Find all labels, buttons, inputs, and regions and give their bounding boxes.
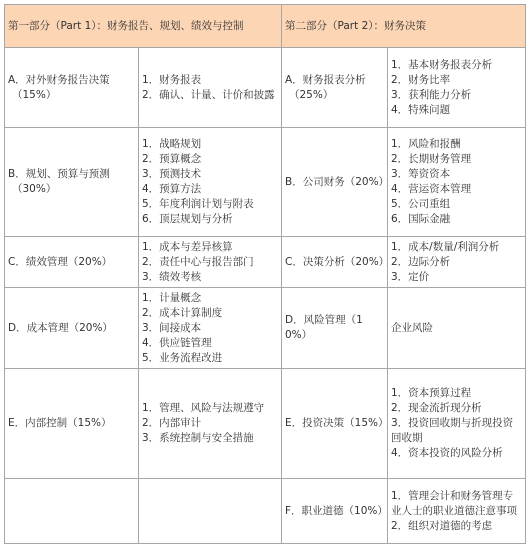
right-category-cell — [282, 237, 388, 288]
left-items-cell — [139, 237, 282, 288]
list-item: 4．预算方法 — [142, 183, 202, 195]
left-items-cell — [139, 369, 282, 479]
category-label: （30%） — [12, 183, 57, 195]
left-category-cell — [5, 237, 139, 288]
list-item: 2．财务比率 — [391, 73, 451, 86]
list-item: 5．业务流程改进 — [142, 351, 223, 364]
list-item: 1．成本与差异核算 — [142, 240, 233, 253]
category-label: A．财务报表分析 — [285, 73, 366, 86]
list-item: 2．预算概念 — [142, 153, 202, 165]
right-items-cell — [388, 237, 526, 288]
category-label: （25%） — [289, 88, 334, 101]
right-items-cell — [388, 128, 526, 237]
table-row — [5, 479, 526, 544]
list-item: 6．国际金融 — [391, 213, 451, 225]
left-category-cell — [5, 128, 139, 237]
left-category-cell — [5, 369, 139, 479]
list-item: 企业风险 — [391, 321, 433, 334]
part2-header: 第二部分（Part 2）：财务决策 — [282, 5, 526, 48]
list-item: 1．资本预算过程 — [391, 387, 472, 399]
right-category-cell — [282, 48, 388, 128]
right-category-cell — [282, 479, 388, 544]
category-label: D．风险管理（10%） — [285, 314, 363, 341]
right-items-cell — [388, 288, 526, 369]
left-category-cell — [5, 48, 139, 128]
list-item: 3．系统控制与安全措施 — [142, 432, 254, 444]
category-label: E．内部控制（15%） — [8, 417, 112, 429]
list-item: 1．基本财务报表分析 — [391, 58, 493, 71]
right-category-cell — [282, 369, 388, 479]
table-row — [5, 128, 526, 237]
list-item: 1．战略规划 — [142, 138, 202, 150]
list-item: 4．供应链管理 — [142, 336, 212, 349]
category-label: （15%） — [12, 88, 57, 101]
list-item: 1．管理会计和财务管理专业人士的职业道德注意事项 — [391, 489, 517, 517]
right-items-cell — [388, 479, 526, 544]
category-label: C．绩效管理（20%） — [8, 255, 113, 268]
list-item: 5．年度利润计划与附表 — [142, 198, 254, 210]
left-items-cell — [139, 128, 282, 237]
list-item: 4．资本投资的风险分析 — [391, 447, 503, 459]
list-item: 1．管理、风险与法规遵守 — [142, 402, 265, 414]
right-category-cell — [282, 128, 388, 237]
list-item: 1．财务报表 — [142, 73, 202, 86]
table-row — [5, 48, 526, 128]
list-item: 2．长期财务管理 — [391, 153, 472, 165]
right-items-cell — [388, 48, 526, 128]
right-items-cell — [388, 369, 526, 479]
table-row — [5, 288, 526, 369]
list-item: 2．成本计算制度 — [142, 306, 223, 319]
list-item: 1．计量概念 — [142, 291, 202, 304]
left-items-cell — [139, 288, 282, 369]
category-label: F．职业道德（10%） — [285, 504, 388, 517]
left-category-cell — [5, 479, 139, 544]
table-row — [5, 237, 526, 288]
list-item: 3．绩效考核 — [142, 270, 202, 283]
table-row — [5, 369, 526, 479]
list-item: 4．特殊问题 — [391, 103, 451, 116]
category-label: C．决策分析（20%） — [285, 255, 390, 268]
list-item: 3．定价 — [391, 270, 430, 283]
category-label: B．公司财务（20%） — [285, 175, 390, 188]
list-item: 1．风险和报酬 — [391, 138, 461, 150]
list-item: 3．筹资资本 — [391, 168, 451, 180]
category-label: E．投资决策（15%） — [285, 417, 389, 429]
list-item: 2．责任中心与报告部门 — [142, 255, 254, 268]
category-label: A．对外财务报告决策 — [8, 73, 110, 86]
left-category-cell — [5, 288, 139, 369]
list-item: 5．公司重组 — [391, 198, 451, 210]
list-item: 2．内部审计 — [142, 417, 202, 429]
list-item: 1．成本/数量/利润分析 — [391, 240, 500, 253]
list-item: 6．顶层规划与分析 — [142, 213, 233, 225]
category-label: D．成本管理（20%） — [8, 321, 113, 334]
left-items-cell — [139, 48, 282, 128]
list-item: 2．确认、计量、计价和披露 — [142, 88, 275, 101]
syllabus-table — [4, 4, 526, 544]
list-item: 3．间接成本 — [142, 321, 202, 334]
header-row — [5, 5, 526, 48]
right-category-cell — [282, 288, 388, 369]
left-items-cell — [139, 479, 282, 544]
part1-header: 第一部分（Part 1）：财务报告、规划、绩效与控制 — [5, 5, 282, 48]
list-item: 3．投资回收期与折现投资回收期 — [391, 417, 514, 444]
list-item: 2．现金流折现分析 — [391, 402, 482, 414]
list-item: 3．获利能力分析 — [391, 88, 472, 101]
list-item: 2．边际分析 — [391, 255, 451, 268]
category-label: B．规划、预算与预测 — [8, 168, 110, 180]
list-item: 2．组织对道德的考虑 — [391, 519, 493, 532]
list-item: 3．预测技术 — [142, 168, 202, 180]
list-item: 4．营运资本管理 — [391, 183, 472, 195]
